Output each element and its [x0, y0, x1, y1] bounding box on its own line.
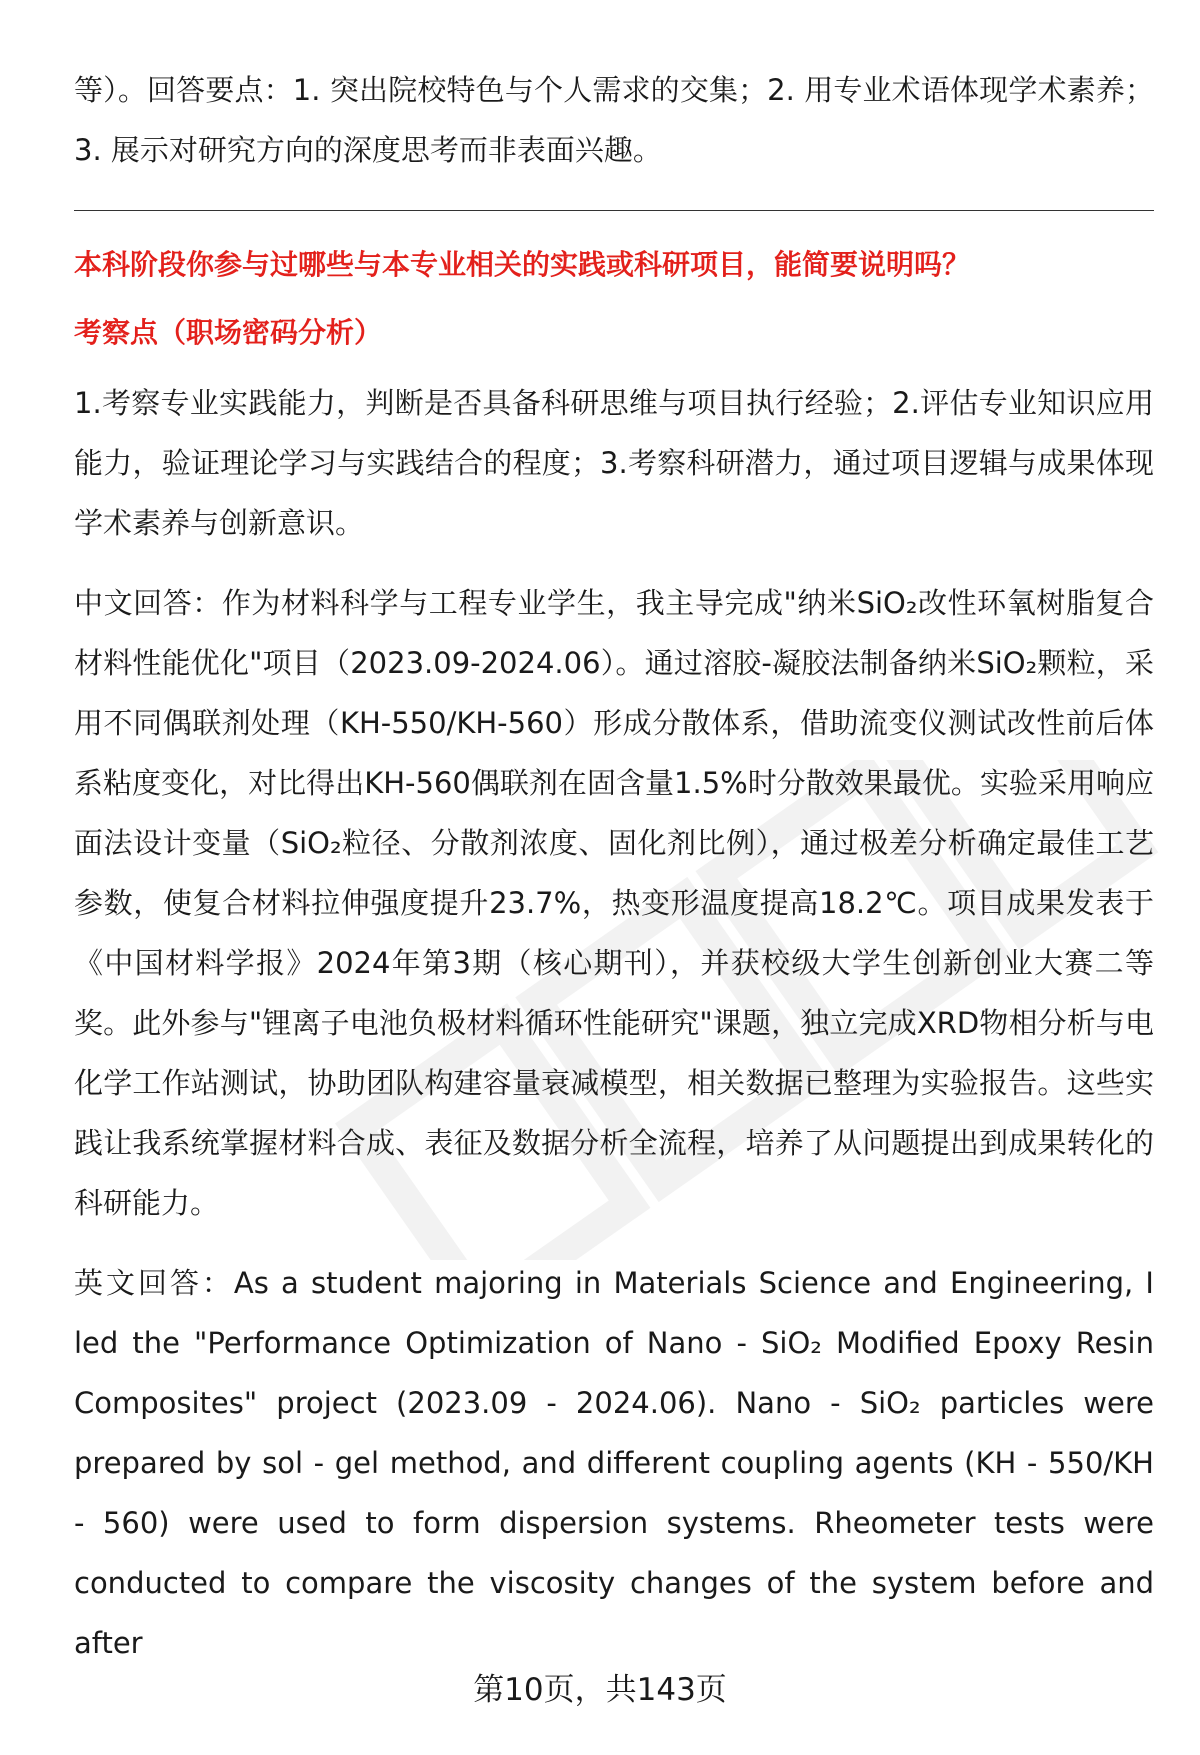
- key-points-heading: 考察点（职场密码分析）: [74, 316, 383, 349]
- question-title: 本科阶段你参与过哪些与本专业相关的实践或科研项目，能简要说明吗？: [74, 248, 971, 281]
- key-points-paragraph: 1.考察专业实践能力，判断是否具备科研思维与项目执行经验；2.评估专业知识应用能力，验证理论学习与实践结合的程度；3.考察科研潜力，通过项目逻辑与成果体现学术素养与创新意识。: [74, 386, 1154, 540]
- intro-tail-paragraph: 等）。回答要点：1. 突出院校特色与个人需求的交集；2. 用专业术语体现学术素养；3. 展示对研究方向的深度思考而非表面兴趣。: [74, 73, 1154, 167]
- section-divider: [74, 210, 1154, 211]
- document-page: [74, 60, 1154, 1673]
- english-answer-paragraph: 英文回答：As a student majoring in Materials Science and Engineering, I led the "Performance Optimization of Nano - SiO₂ Modified Epoxy Resin Composites" project (2023.09 - 2024.06). Nano - SiO₂ particles were prepared by sol - gel method, and different coupling agents (KH - 550/KH - 560) were used to form dispersion systems. Rheometer tests were conducted to compare the viscosity changes of the system before and after: [74, 1266, 1154, 1660]
- page-number-footer: 第10页，共143页: [473, 1672, 727, 1708]
- chinese-answer-paragraph: 中文回答：作为材料科学与工程专业学生，我主导完成"纳米SiO₂改性环氧树脂复合材料性能优化"项目（2023.09-2024.06）。通过溶胶-凝胶法制备纳米SiO₂颗粒，采用不同偶联剂处理（KH-550/KH-560）形成分散体系，借助流变仪测试改性前后体系粘度变化，对比得出KH-560偶联剂在固含量1.5%时分散效果最优。实验采用响应面法设计变量（SiO₂粒径、分散剂浓度、固化剂比例），通过极差分析确定最佳工艺参数，使复合材料拉伸强度提升23.7%，热变形温度提高18.2℃。项目成果发表于《中国材料学报》2024年第3期（核心期刊），并获校级大学生创新创业大赛二等奖。此外参与"锂离子电池负极材料循环性能研究"课题，独立完成XRD物相分析与电化学工作站测试，协助团队构建容量衰减模型，相关数据已整理为实验报告。这些实践让我系统掌握材料合成、表征及数据分析全流程，培养了从问题提出到成果转化的科研能力。: [74, 586, 1154, 1220]
